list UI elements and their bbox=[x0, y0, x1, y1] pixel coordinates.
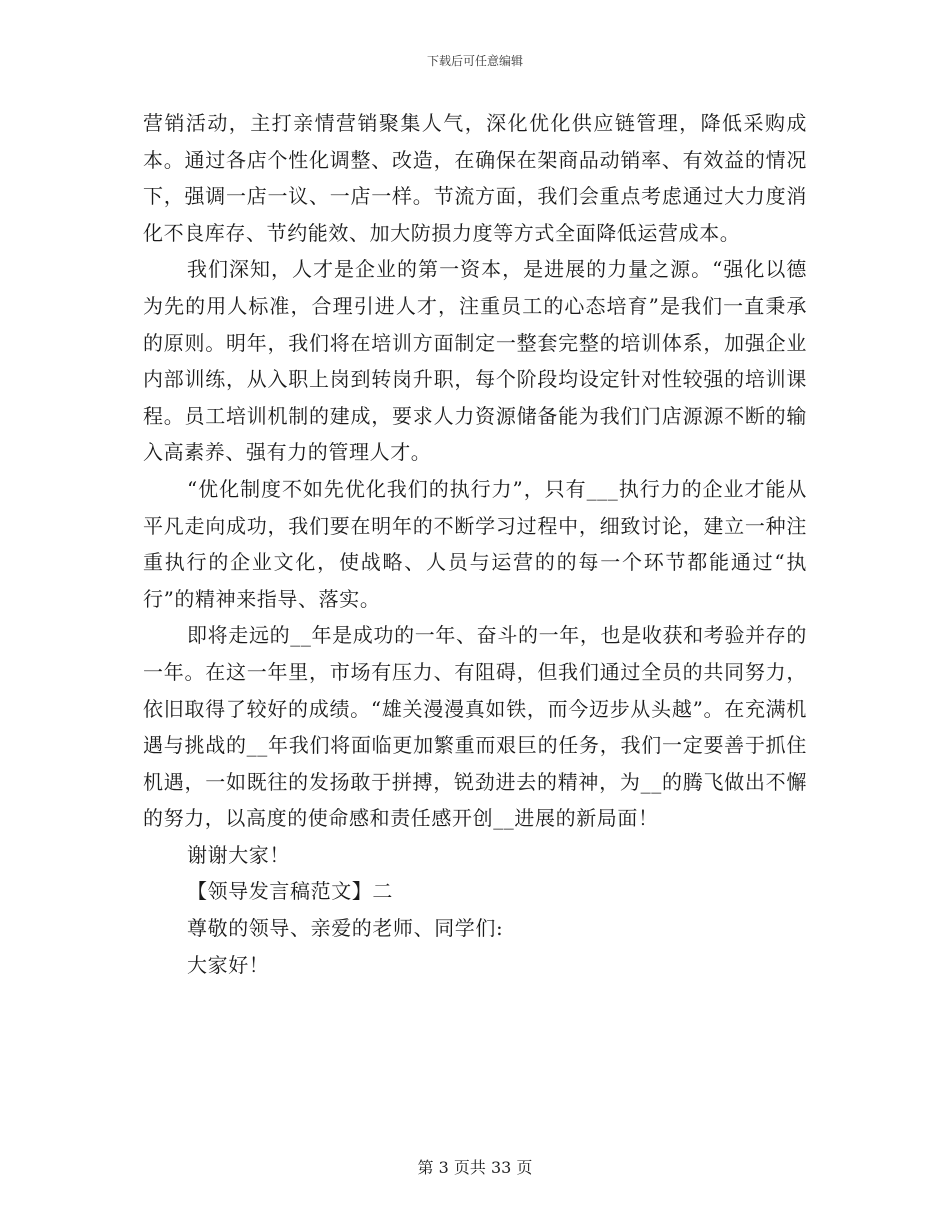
page-header: 下载后可任意编辑 bbox=[426, 54, 523, 68]
section-title: 【领导发言稿范文】二 bbox=[187, 879, 393, 904]
document-body bbox=[143, 105, 807, 983]
salutation-line: 尊敬的领导、亲爱的老师、同学们: bbox=[187, 916, 504, 941]
thanks-line: 谢谢大家！ bbox=[187, 842, 290, 867]
paragraph-year-summary: 即将走远的__年是成功的一年、奋斗的一年，也是收获和考验并存的一年。在这一年里，市场有压力、有阻碍，但我们通过全员的共同努力，依旧取得了较好的成绩。“雄关漫漫真如铁，而今迈步从头越”。在充满机遇与挑战的__年我们将面临更加繁重而艰巨的任务，我们一定要善于抓住机遇，一如既往的发扬敢于拼搏，锐劲进去的精神，为__的腾飞做出不懈的努力，以高度的使命感和责任感开创__进展的新局面！ bbox=[143, 623, 807, 831]
paragraph-cost-reduction: 营销活动，主打亲情营销聚集人气，深化优化供应链管理，降低采购成本。通过各店个性化调整、改造，在确保在架商品动销率、有效益的情况下，强调一店一议、一店一样。节流方面，我们会重点考虑通过大力度消化不良库存、节约能效、加大防损力度等方式全面降低运营成本。 bbox=[143, 111, 807, 245]
paragraph-execution: “优化制度不如先优化我们的执行力”，只有___执行力的企业才能从平凡走向成功，我们要在明年的不断学习过程中，细致讨论，建立一种注重执行的企业文化，使战略、人员与运营的的每一个环节都能通过“执行”的精神来指导、落实。 bbox=[143, 476, 807, 611]
paragraph-talent: 我们深知，人才是企业的第一资本，是进展的力量之源。“强化以德为先的用人标准，合理引进人才，注重员工的心态培育”是我们一直秉承的原则。明年，我们将在培训方面制定一整套完整的培训体系，加强企业内部训练，从入职上岗到转岗升职，每个阶段均设定针对性较强的培训课程。员工培训机制的建成，要求人力资源储备能为我们门店源源不断的输入高素养、强有力的管理人才。 bbox=[143, 257, 807, 465]
greeting-line: 大家好！ bbox=[187, 952, 270, 977]
page-number: 第 3 页共 33 页 bbox=[417, 1158, 533, 1177]
